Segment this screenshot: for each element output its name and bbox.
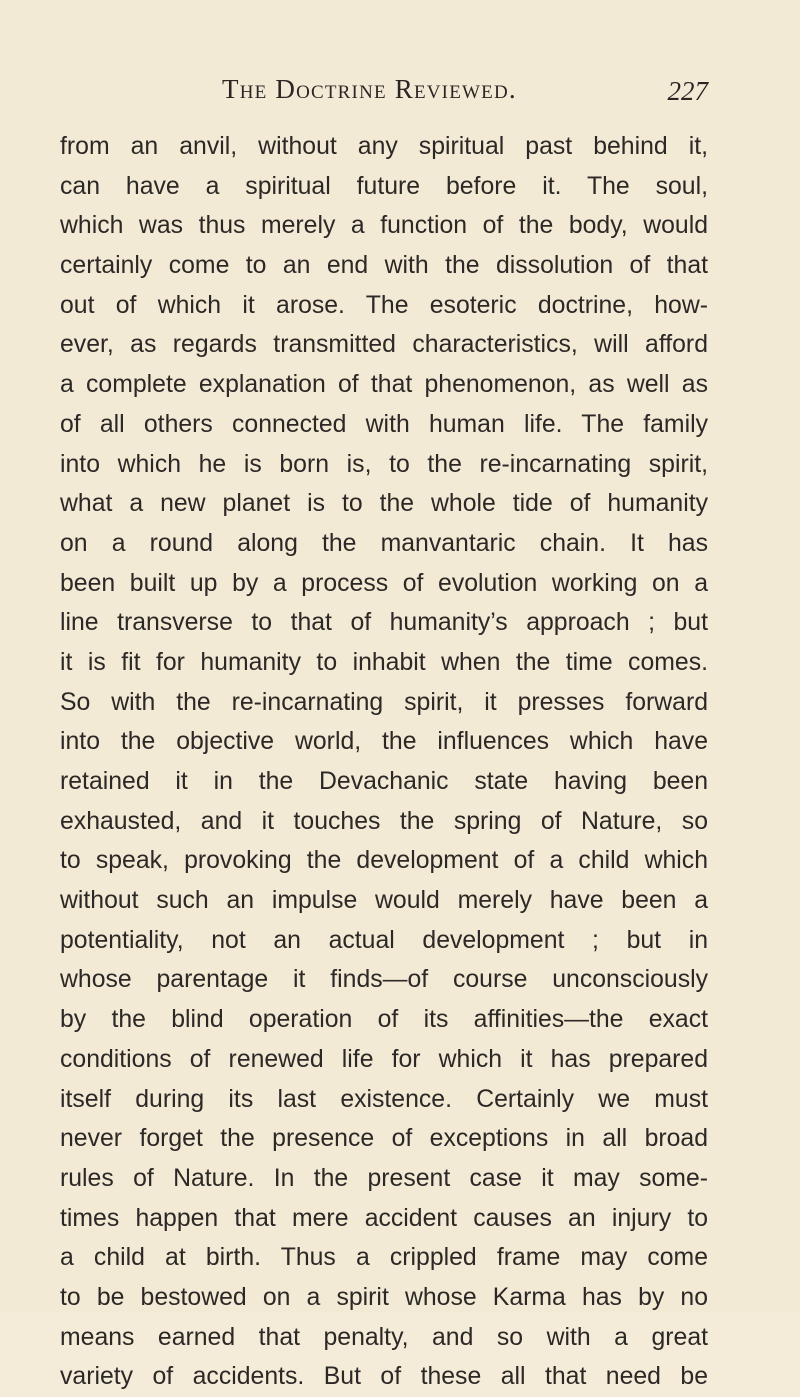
text-line: times happen that mere accident causes an injury to [60, 1204, 708, 1232]
text-line: which was thus merely a function of the body, would [60, 212, 708, 240]
text-line: line transverse to that of humanity’s approach ; but [60, 609, 708, 637]
text-line: a complete explanation of that phenomenon, as well as [60, 371, 708, 399]
text-line: on a round along the manvantaric chain. It has [60, 529, 708, 557]
text-line: been built up by a process of evolution working on a [60, 569, 708, 597]
text-line: means earned that penalty, and so with a great [60, 1323, 708, 1351]
text-line: a child at birth. Thus a crippled frame may come [60, 1244, 708, 1272]
text-line: what a new planet is to the whole tide of humanity [60, 490, 708, 518]
text-line: rules of Nature. In the present case it may some- [60, 1164, 708, 1192]
text-line: of all others connected with human life. The family [60, 410, 708, 438]
text-line: exhausted, and it touches the spring of Nature, so [60, 807, 708, 835]
text-line: out of which it arose. The esoteric doctrine, how- [60, 291, 708, 319]
text-line: ever, as regards transmitted characteristics, will afford [60, 331, 708, 359]
text-line: without such an impulse would merely have been a [60, 887, 708, 915]
text-line: to be bestowed on a spirit whose Karma has by no [60, 1283, 708, 1311]
page-number: 227 [667, 76, 708, 106]
text-line: certainly come to an end with the dissolution of that [60, 252, 708, 280]
text-line: into which he is born is, to the re-incarnating spirit, [60, 450, 708, 478]
text-line: by the blind operation of its affinities—the exact [60, 1006, 708, 1034]
text-line: variety of accidents. But of these all that need be [60, 1363, 708, 1391]
text-line: whose parentage it finds—of course unconsciously [60, 966, 708, 994]
text-line: retained it in the Devachanic state having been [60, 768, 708, 795]
body-text [60, 127, 708, 1397]
text-line: it is fit for humanity to inhabit when the time comes. [60, 648, 708, 676]
text-line: itself during its last existence. Certainly we must [60, 1085, 708, 1113]
text-line: potentiality, not an actual development ; but in [60, 926, 708, 954]
text-line: conditions of renewed life for which it has prepared [60, 1045, 708, 1073]
text-line: never forget the presence of exceptions in all broad [60, 1125, 708, 1153]
text-line: can have a spiritual future before it. The soul, [60, 172, 708, 200]
text-line: So with the re-incarnating spirit, it presses forward [60, 688, 708, 716]
text-line: from an anvil, without any spiritual past behind it, [60, 133, 708, 160]
text-line: to speak, provoking the development of a child which [60, 847, 708, 875]
text-line: into the objective world, the influences which have [60, 728, 708, 756]
page-header [222, 74, 708, 114]
running-title: The Doctrine Reviewed. [222, 74, 517, 104]
